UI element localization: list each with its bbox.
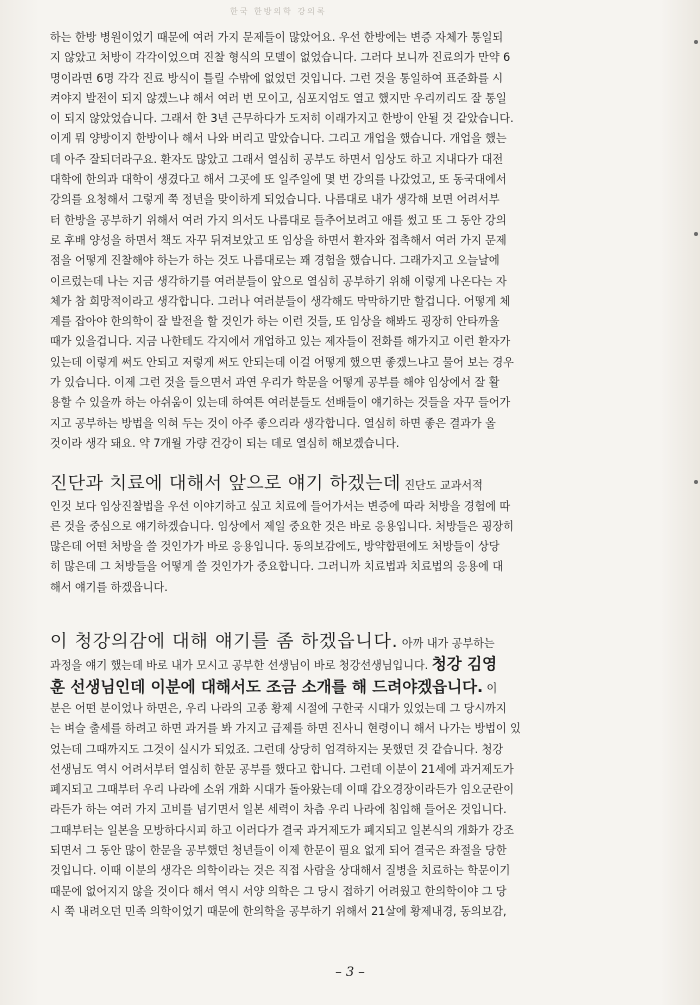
text-line: 있는데 이렇게 써도 안되고 저렇게 써도 안되는데 이걸 어떻게 했으면 좋겠느냐고 물어 보는 경우 <box>50 355 514 369</box>
section-3-lead: 이 청강의감에 대해 얘기를 좀 하겠읍니다. <box>50 632 399 653</box>
text-line: 지 않았고 처방이 각각이었으며 진찰 형식의 모델이 없었습니다. 그러다 보니까 진료의가 만약 6 <box>50 51 511 65</box>
section-2-first-line <box>50 474 670 496</box>
text-line: 체가 참 희망적이라고 생각합니다. 그러나 여러분들이 생각해도 막막하기만 할겁니다. 어떻게 체 <box>50 294 511 308</box>
text-line: 용할 수 있을까 하는 아쉬움이 있는데 하여튼 여러분들도 선배들이 얘기하는 것들을 자꾸 들어가 <box>50 396 511 410</box>
text-line: 는 벼슬 출세를 하려고 하면 과거를 봐 가지고 급제를 하면 진사니 현령이니 해서 나가는 방법이 있 <box>50 722 521 736</box>
text-line: 지고 공부하는 방법을 익혀 두는 것이 아주 좋으리라 생각합니다. 열심히 하면 좋은 결과가 올 <box>50 416 496 430</box>
text-line: 많은데 어떤 처방을 쓸 것인가가 바로 응용입니다. 동의보감에도, 방약합편에도 처방들이 상당 <box>50 540 500 554</box>
text-line: 때가 있을겁니다. 지금 나한테도 각지에서 개업하고 있는 제자들이 전화를 해가지고 이런 환자가 <box>50 335 511 349</box>
text-line: 것이라 생각 돼요. 약 7개월 가량 건강이 되는 데로 열심히 해보겠습니다. <box>50 436 400 450</box>
section-diagnosis-treatment <box>50 474 670 598</box>
text-line: 때문에 없어지지 않을 것이다 해서 역시 서양 의학은 그 당시 접하기 어려웠고 한의학이야 그 당 <box>50 884 507 898</box>
text-line: 켜야지 발전이 되지 않겠느냐 해서 여러 번 모이고, 심포지엄도 열고 했지만 우리끼리도 잘 통일 <box>50 91 507 105</box>
text-line: 하는 한방 병원이었기 때문에 여러 가지 문제들이 많았어요. 우선 한방에는 변증 자체가 통일되 <box>50 31 504 44</box>
text-line: 터 한방을 공부하기 위해서 여러 가지 의서도 나름대로 들추어보려고 애를 썼고 또 그 동안 강의 <box>50 213 507 227</box>
section-3-second-line <box>50 654 670 676</box>
text-line: 것입니다. 이때 이분의 생각은 의학이라는 것은 직접 사람을 상대해서 질병을 치료하는 학문이기 <box>50 864 511 878</box>
text-line: 강의를 요청해서 그렇게 쭉 정년을 맞이하게 되었습니다. 나름대로 내가 생각해 보면 어려서부 <box>50 193 500 207</box>
paragraph-1 <box>50 28 670 454</box>
section-3-lead-rest: 아까 내가 공부하는 <box>398 637 495 651</box>
text-line: 었는데 그때까지도 그것이 실시가 되었죠. 그런데 상당히 엄격하지는 못했던 것 같습니다. 청강 <box>50 742 504 756</box>
text-line: 이 되지 않았었습니다. 그래서 한 3년 근무하다가 도저히 이래가지고 한방이 안될 것 같았습니다. <box>50 112 514 126</box>
body-text <box>50 28 670 922</box>
text-line: 시 쭉 내려오던 민족 의학이었기 때문에 한의학을 공부하기 위해서 21살에 황제내경, 동의보감, <box>50 904 507 918</box>
section-3-name-intro: 훈 선생님인데 이분에 대해서도 조금 소개를 해 드려야겠읍니다. <box>50 677 483 696</box>
text-line: 명이라면 6명 각각 진료 방식이 틀릴 수밖에 없었던 것입니다. 그런 것을 통일하여 표준화를 시 <box>50 71 503 85</box>
section-3-name-start: 청강 김영 <box>431 655 498 674</box>
text-line: 계를 잡아야 한의학이 잘 발전을 할 것인가 하는 이런 것들, 또 임상을 해봐도 굉장히 안타까울 <box>50 315 500 329</box>
text-line: 분은 어떤 분이었나 하면은, 우리 나라의 고종 황제 시절에 구한국 시대가 있었는데 그 당시까지 <box>50 701 507 715</box>
text-line: 른 것을 중심으로 얘기하겠습니다. 임상에서 제일 중요한 것은 바로 응용입니다. 처방들은 굉장히 <box>50 519 514 533</box>
section-3-third-line <box>50 677 670 699</box>
section-cheonggang <box>50 632 670 922</box>
page-number: – 3 – <box>335 965 365 980</box>
section-2-lines <box>50 497 670 598</box>
text-line: 점을 어떻게 진찰해야 하는가 하는 것도 나름대로는 꽤 경험을 했습니다. 그래가지고 오늘날에 <box>50 254 500 268</box>
text-line: 되면서 그 동안 많이 한문을 공부했던 청년들이 이제 한문이 필요 없게 되어 결국은 좌절을 당한 <box>50 843 507 857</box>
text-line: 이게 뭐 양방이지 한방이나 해서 나와 버리고 말았습니다. 그리고 개업을 했습니다. 개업을 했는 <box>50 132 507 146</box>
section-2-lead: 진단과 치료에 대해서 앞으로 얘기 하겠는데 <box>50 474 401 495</box>
text-line: 히 많은데 그 처방들을 어떻게 쓸 것인가가 중요합니다. 그러니까 치료법과 치료법의 응용에 대 <box>50 560 504 574</box>
text-line: 라든가 하는 여러 가지 고비를 넘기면서 일본 세력이 차츰 우리 나라에 침입해 들어온 것입니다. <box>50 803 507 817</box>
section-3-lines <box>50 699 670 922</box>
scan-edge-mark <box>694 232 698 236</box>
text-line: 그때부터는 일본을 모방하다시피 하고 이러다가 결국 과거제도가 폐지되고 일본식의 개화가 강조 <box>50 823 514 837</box>
text-line: 선생님도 역시 어려서부터 열심히 한문 공부를 했다고 합니다. 그런데 이분이 21세에 과거제도가 <box>50 762 514 776</box>
text-line: 데 아주 잘되더라구요. 환자도 많았고 그래서 열심히 공부도 하면서 임상도 하고 지내다가 대전 <box>50 152 504 166</box>
text-line: 해서 얘기를 하겠읍니다. <box>50 580 168 594</box>
faded-header-text: 한국 한방의학 강의록 <box>230 7 327 16</box>
text-line: 이르렀는데 나는 지금 생각하기를 여러분들이 앞으로 열심히 공부하기 위해 이렇게 나온다는 자 <box>50 274 507 288</box>
section-3-line2-start: 과정을 얘기 했는데 바로 내가 모시고 공부한 선생님이 바로 청강선생님입니다. <box>50 659 432 673</box>
text-line: 폐지되고 그때부터 우리 나라에 소위 개화 시대가 돌아왔는데 이때 갑오경장이라든가 임오군란이 <box>50 783 514 797</box>
text-line: 대학에 한의과 대학이 생겼다고 해서 그곳에 또 일주일에 몇 번 강의를 나갔었고, 또 동국대에서 <box>50 173 507 187</box>
text-line: 로 후배 양성을 하면서 책도 자꾸 뒤져보았고 또 임상을 하면서 환자와 접촉해서 여러 가지 문제 <box>50 233 507 247</box>
section-3-first-line <box>50 632 670 654</box>
text-line: 가 있습니다. 이제 그런 것을 들으면서 과연 우리가 학문을 어떻게 공부를 해야 임상에서 잘 활 <box>50 376 500 390</box>
scan-edge-mark <box>694 480 698 484</box>
scan-edge-mark <box>694 40 698 44</box>
section-2-lead-rest: 진단도 교과서적 <box>400 479 483 493</box>
section-3-line3-rest: 이 <box>482 681 498 695</box>
text-line: 인것 보다 임상진찰법을 우선 이야기하고 싶고 치료에 들어가서는 변증에 따라 처방을 경험에 따 <box>50 499 511 513</box>
